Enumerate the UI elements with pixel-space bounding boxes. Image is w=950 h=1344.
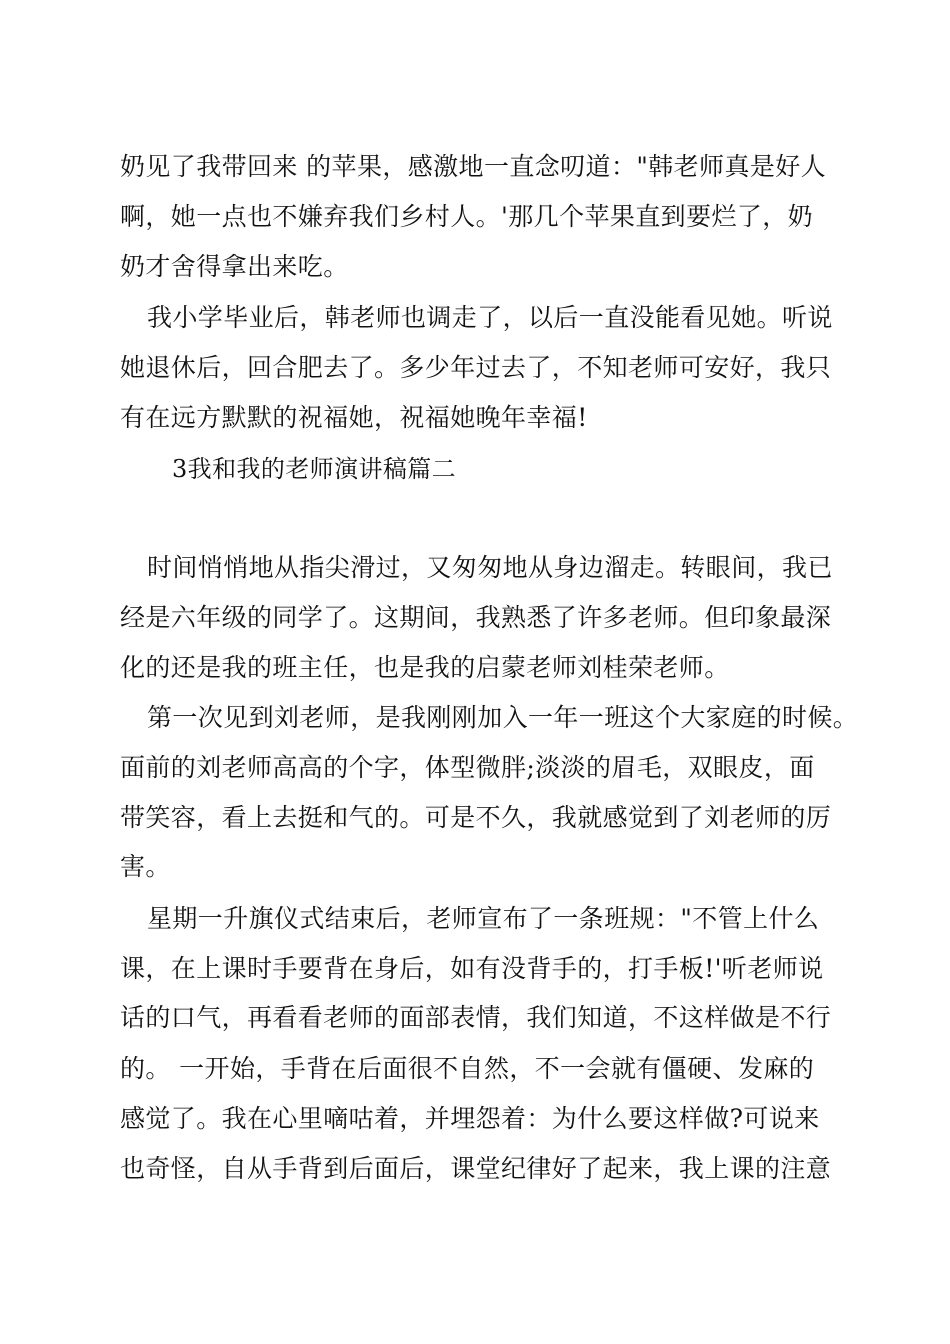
text-line: 奶才舍得拿出来吃。 [120, 252, 349, 281]
text-line: 她退休后，回合肥去了。多少年过去了，不知老师可安好，我只 [120, 353, 832, 382]
text-line: 也奇怪，自从手背到后面后，课堂纪律好了起来，我上课的注意 [120, 1154, 832, 1183]
text-line: 我小学毕业后，韩老师也调走了，以后一直没能看见她。听说 [147, 303, 833, 332]
section-heading: 3我和我的老师演讲稿篇二 [172, 455, 457, 483]
text-line: 的。 一开始，手背在后面很不自然，不一会就有僵硬、发麻的 [120, 1054, 815, 1083]
text-line: 奶见了我带回来 的苹果，感激地一直念叨道："韩老师真是好人 [120, 152, 827, 181]
text-line: 感觉了。我在心里嘀咕着，并埋怨着：为什么要这样做?可说来 [120, 1104, 820, 1133]
text-line: 话的口气，再看看老师的面部表情，我们知道，不这样做是不行 [120, 1003, 832, 1032]
text-line: 带笑容，看上去挺和气的。可是不久，我就感觉到了刘老师的厉 [120, 803, 832, 832]
text-line: 第一次见到刘老师，是我刚刚加入一年一班这个大家庭的时候。 [147, 703, 859, 732]
text-line: 害。 [120, 852, 171, 881]
text-line: 有在远方默默的祝福她，祝福她晚年幸福! [120, 403, 588, 432]
text-line: 啊，她一点也不嫌弃我们乡村人。'那几个苹果直到要烂了，奶 [120, 202, 814, 231]
text-line: 星期一升旗仪式结束后，老师宣布了一条班规："不管上什么 [147, 904, 820, 933]
text-line: 课，在上课时手要背在身后，如有没背手的，打手板!'听老师说 [120, 954, 824, 983]
text-line: 面前的刘老师高高的个字，体型微胖;淡淡的眉毛，双眼皮，面 [120, 753, 815, 782]
text-line: 化的还是我的班主任，也是我的启蒙老师刘桂荣老师。 [120, 653, 730, 682]
text-line: 经是六年级的同学了。这期间，我熟悉了许多老师。但印象最深 [120, 603, 832, 632]
text-line: 时间悄悄地从指尖滑过，又匆匆地从身边溜走。转眼间，我已 [147, 553, 833, 582]
